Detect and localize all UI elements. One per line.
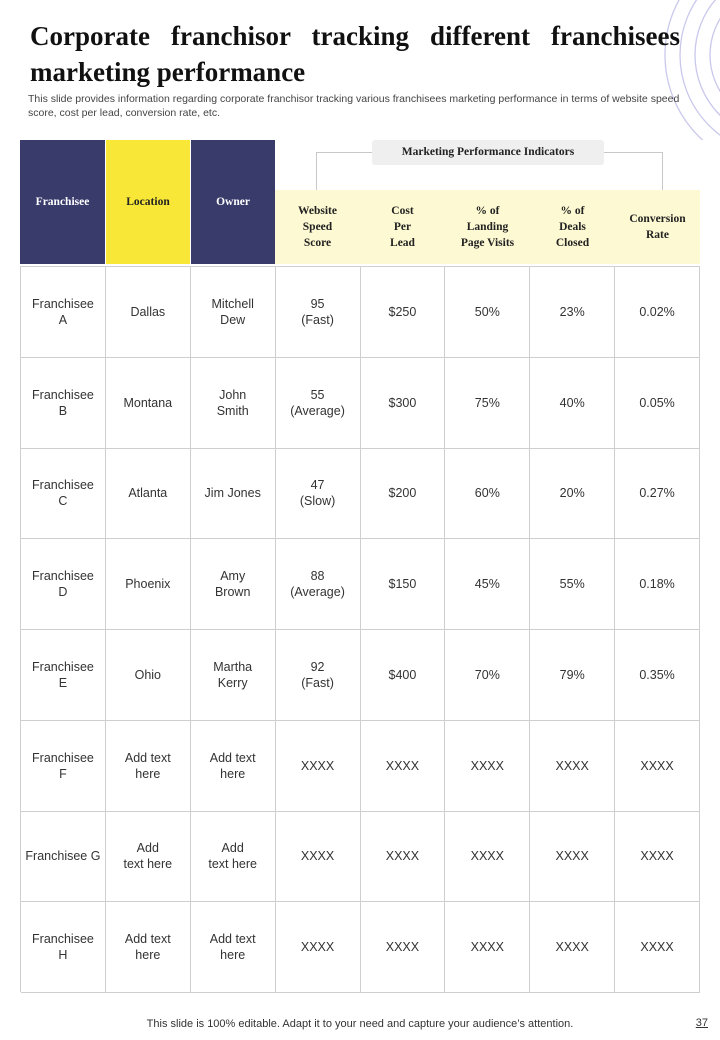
table-cell: $150 (361, 539, 446, 630)
header-cost-per-lead: Cost Per Lead (360, 190, 445, 264)
header-location: Location (105, 140, 190, 264)
table-row (21, 630, 700, 721)
table-cell: 79% (530, 630, 615, 721)
table-cell: Amy Brown (191, 539, 276, 630)
table-cell: Dallas (106, 267, 191, 358)
table-cell: $300 (361, 358, 446, 449)
table-cell: XXXX (361, 902, 446, 993)
table-cell: XXXX (530, 812, 615, 903)
table-cell: 0.35% (615, 630, 700, 721)
table-cell: 95 (Fast) (276, 267, 361, 358)
table-cell: XXXX (276, 812, 361, 903)
header-owner: Owner (190, 140, 275, 264)
header-deals-closed: % of Deals Closed (530, 190, 615, 264)
table-row (21, 267, 700, 358)
table-cell: XXXX (530, 902, 615, 993)
table-cell: 92 (Fast) (276, 630, 361, 721)
slide-subtitle: This slide provides information regarding corporate franchisor tracking various franchisees marketing performance in terms of website speed score, cost per lead, conversion rate, etc. (28, 93, 680, 119)
table-cell: Add text here (191, 902, 276, 993)
table-cell: 50% (445, 267, 530, 358)
table-cell: XXXX (445, 812, 530, 903)
table-row (21, 539, 700, 630)
table-row (21, 902, 700, 993)
table-cell: Phoenix (106, 539, 191, 630)
table-cell: XXXX (530, 721, 615, 812)
table-cell: XXXX (615, 902, 700, 993)
table-cell: 0.27% (615, 449, 700, 540)
table-cell: XXXX (615, 812, 700, 903)
table-cell: Mitchell Dew (191, 267, 276, 358)
table-cell: Franchisee D (21, 539, 106, 630)
table-cell: Franchisee C (21, 449, 106, 540)
table-cell: Franchisee H (21, 902, 106, 993)
table-cell: 0.02% (615, 267, 700, 358)
table-cell: XXXX (276, 721, 361, 812)
table-cell: Add text here (106, 902, 191, 993)
table-row (21, 812, 700, 903)
table-cell: Martha Kerry (191, 630, 276, 721)
table-cell: Add text here (191, 721, 276, 812)
header-conversion-rate: Conversion Rate (615, 190, 700, 264)
performance-table (20, 266, 700, 992)
table-cell: Franchisee E (21, 630, 106, 721)
table-cell: $250 (361, 267, 446, 358)
table-cell: XXXX (361, 721, 446, 812)
table-cell: Franchisee G (21, 812, 106, 903)
table-cell: 40% (530, 358, 615, 449)
table-cell: XXXX (276, 902, 361, 993)
table-cell: 47 (Slow) (276, 449, 361, 540)
table-cell: 20% (530, 449, 615, 540)
table-cell: Add text here (106, 812, 191, 903)
slide-title: Corporate franchisor tracking different franchisees marketing performance (30, 21, 680, 87)
table-cell: XXXX (445, 721, 530, 812)
table-cell: $400 (361, 630, 446, 721)
header-franchisee: Franchisee (20, 140, 105, 264)
table-cell: Add text here (106, 721, 191, 812)
header-landing-page-visits: % of Landing Page Visits (445, 190, 530, 264)
table-cell: 60% (445, 449, 530, 540)
table-cell: Ohio (106, 630, 191, 721)
table-cell: Franchisee A (21, 267, 106, 358)
table-cell: 45% (445, 539, 530, 630)
table-cell: 75% (445, 358, 530, 449)
table-cell: Atlanta (106, 449, 191, 540)
table-cell: Franchisee F (21, 721, 106, 812)
table-cell: 88 (Average) (276, 539, 361, 630)
table-row (21, 449, 700, 540)
table-row (21, 358, 700, 449)
table-cell: Jim Jones (191, 449, 276, 540)
page-number: 37 (695, 1017, 708, 1029)
table-cell: XXXX (445, 902, 530, 993)
footer-note: This slide is 100% editable. Adapt it to your need and capture your audience’s attention. (146, 1018, 574, 1030)
table-cell: 0.18% (615, 539, 700, 630)
table-cell: 70% (445, 630, 530, 721)
table-cell: Montana (106, 358, 191, 449)
table-cell: 23% (530, 267, 615, 358)
table-cell: John Smith (191, 358, 276, 449)
kpi-group-label: Marketing Performance Indicators (372, 140, 604, 165)
table-cell: 55% (530, 539, 615, 630)
table-cell: 0.05% (615, 358, 700, 449)
table-row (21, 721, 700, 812)
table-cell: XXXX (361, 812, 446, 903)
table-cell: $200 (361, 449, 446, 540)
header-website-speed-score: Website Speed Score (275, 190, 360, 264)
table-cell: Add text here (191, 812, 276, 903)
table-cell: 55 (Average) (276, 358, 361, 449)
table-cell: XXXX (615, 721, 700, 812)
table-cell: Franchisee B (21, 358, 106, 449)
